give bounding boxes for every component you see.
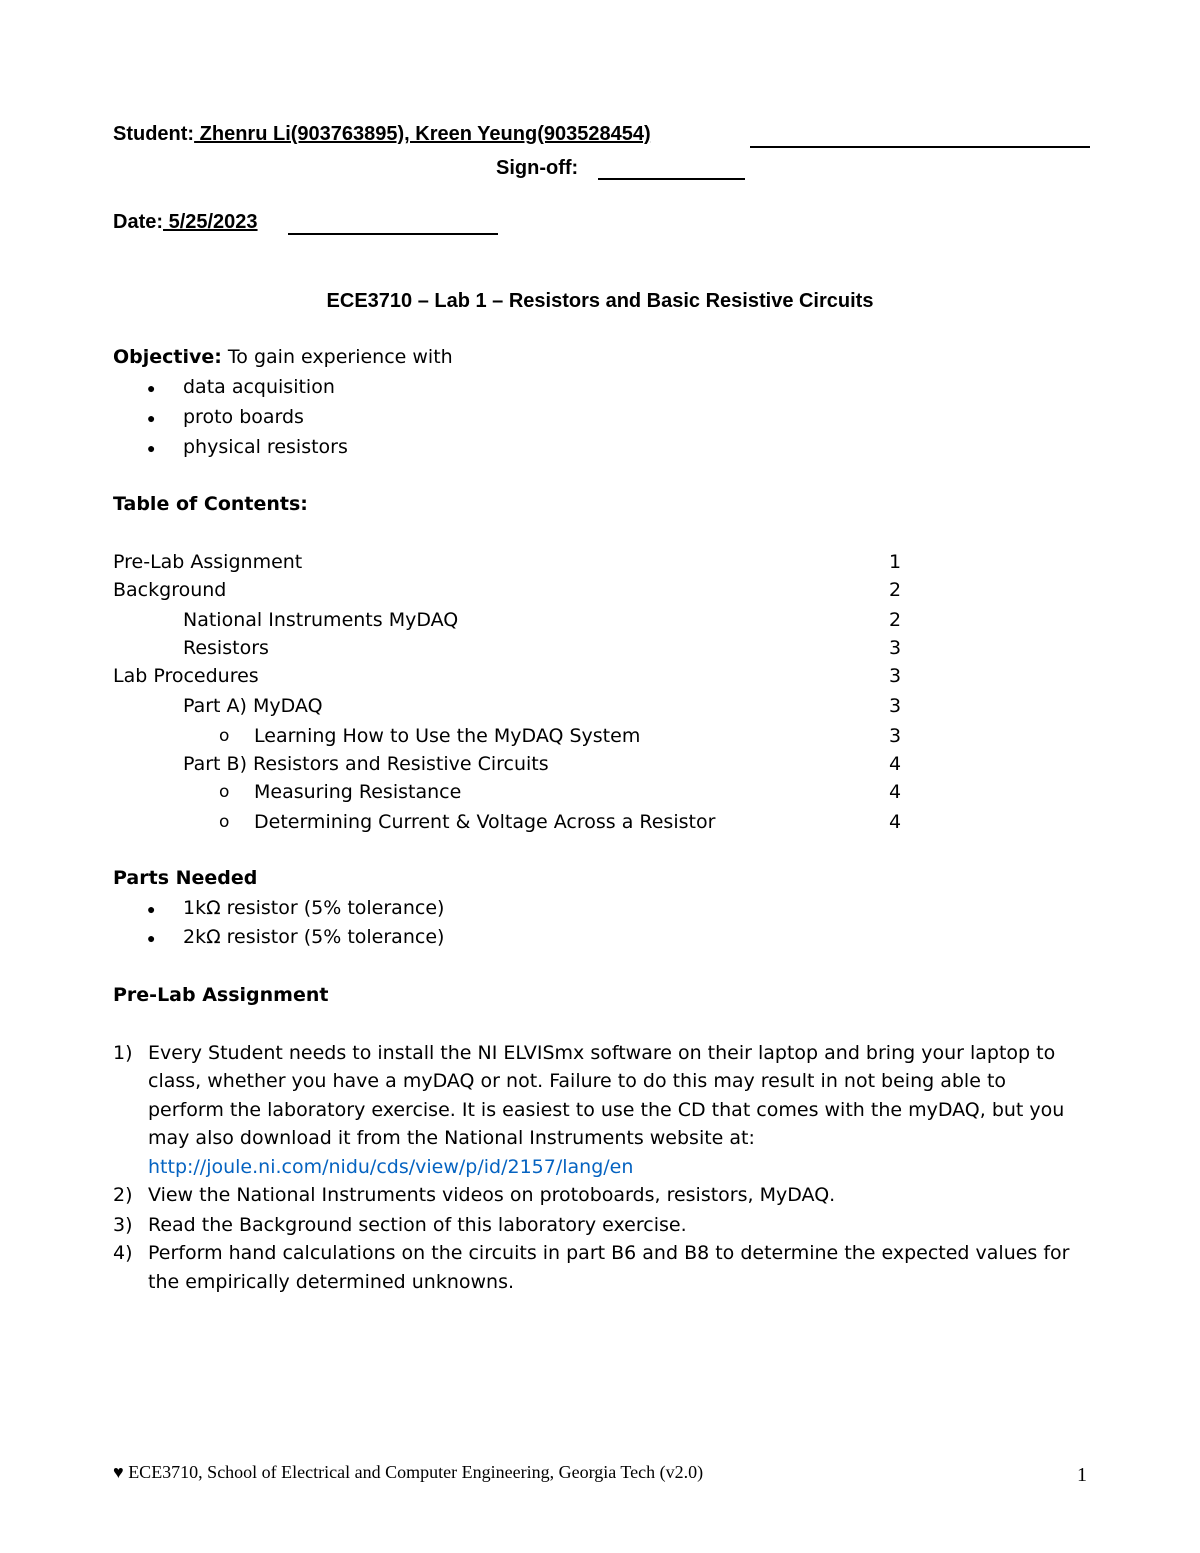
toc-entry-label: Determining Current & Voltage Across a Resistor <box>254 811 716 833</box>
date-fill-line <box>288 233 498 235</box>
date-line <box>113 211 258 234</box>
bullet-icon: ● <box>147 901 156 917</box>
prelab-item-text: the empirically determined unknowns. <box>148 1271 515 1293</box>
student-label: Student: <box>113 123 195 145</box>
prelab-heading: Pre-Lab Assignment <box>113 984 329 1006</box>
ni-download-link[interactable]: http://joule.ni.com/nidu/cds/view/p/id/2157/lang/en <box>148 1156 634 1178</box>
prelab-item-number: 2) <box>113 1184 133 1206</box>
parts-item: 2kΩ resistor (5% tolerance) <box>183 926 445 948</box>
document-title: ECE3710 – Lab 1 – Resistors and Basic Resistive Circuits <box>326 290 874 312</box>
prelab-item-number: 3) <box>113 1214 133 1236</box>
toc-entry-page: 4 <box>889 811 902 833</box>
toc-entry-page: 2 <box>889 579 902 601</box>
parts-item: 1kΩ resistor (5% tolerance) <box>183 897 445 919</box>
bullet-icon: ● <box>147 440 156 456</box>
toc-entry-page: 3 <box>889 725 902 747</box>
date-label: Date: <box>113 211 164 233</box>
toc-heading: Table of Contents: <box>113 493 308 515</box>
objective-text: To gain experience with <box>221 346 453 368</box>
toc-entry-label: Lab Procedures <box>113 665 259 687</box>
objective-line <box>113 346 453 368</box>
parts-heading: Parts Needed <box>113 867 258 889</box>
toc-entry-label: Pre-Lab Assignment <box>113 551 303 573</box>
prelab-item-text: class, whether you have a myDAQ or not. Failure to do this may result in not being able to <box>148 1070 1007 1092</box>
circle-bullet-icon: o <box>219 726 230 746</box>
toc-entry-label: National Instruments MyDAQ <box>183 609 459 631</box>
student-line <box>113 123 651 146</box>
objective-item: proto boards <box>183 406 304 428</box>
page-number: 1 <box>1077 1464 1087 1486</box>
toc-entry-page: 2 <box>889 609 902 631</box>
objective-item: physical resistors <box>183 436 348 458</box>
prelab-item-text: Read the Background section of this laboratory exercise. <box>148 1214 687 1236</box>
toc-entry-page: 3 <box>889 665 902 687</box>
toc-entry-label: Resistors <box>183 637 269 659</box>
toc-entry-page: 4 <box>889 753 902 775</box>
prelab-item-text: View the National Instruments videos on protoboards, resistors, MyDAQ. <box>148 1184 836 1206</box>
objective-item: data acquisition <box>183 376 335 398</box>
bullet-icon: ● <box>147 930 156 946</box>
signoff-fill-line <box>598 178 745 180</box>
footer-text: ECE3710, School of Electrical and Computer Engineering, Georgia Tech (v2.0) <box>123 1462 704 1482</box>
signoff-label: Sign-off: <box>496 157 579 179</box>
student-names: Zhenru Li(903763895), Kreen Yeung(903528454) <box>194 123 651 145</box>
date-value: 5/25/2023 <box>163 211 258 233</box>
prelab-item-text: may also download it from the National Instruments website at: <box>148 1127 755 1149</box>
toc-entry-page: 1 <box>889 551 902 573</box>
student-fill-line <box>750 146 1090 148</box>
objective-label: Objective: <box>113 346 222 368</box>
heart-icon: ♥ <box>113 1462 124 1482</box>
prelab-item-number: 4) <box>113 1242 133 1264</box>
circle-bullet-icon: o <box>219 782 230 802</box>
prelab-item-text: Perform hand calculations on the circuits in part B6 and B8 to determine the expected values for <box>148 1242 1070 1264</box>
footer <box>113 1462 703 1483</box>
toc-entry-label: Part A) MyDAQ <box>183 695 323 717</box>
prelab-item-text: perform the laboratory exercise. It is easiest to use the CD that comes with the myDAQ, but you <box>148 1099 1065 1121</box>
toc-entry-page: 3 <box>889 637 902 659</box>
toc-entry-label: Background <box>113 579 227 601</box>
toc-entry-label: Part B) Resistors and Resistive Circuits <box>183 753 549 775</box>
toc-entry-page: 4 <box>889 781 902 803</box>
prelab-item-number: 1) <box>113 1042 133 1064</box>
toc-entry-page: 3 <box>889 695 902 717</box>
bullet-icon: ● <box>147 410 156 426</box>
bullet-icon: ● <box>147 380 156 396</box>
circle-bullet-icon: o <box>219 812 230 832</box>
toc-entry-label: Learning How to Use the MyDAQ System <box>254 725 641 747</box>
prelab-item-text: Every Student needs to install the NI ELVISmx software on their laptop and bring your laptop to <box>148 1042 1056 1064</box>
toc-entry-label: Measuring Resistance <box>254 781 462 803</box>
